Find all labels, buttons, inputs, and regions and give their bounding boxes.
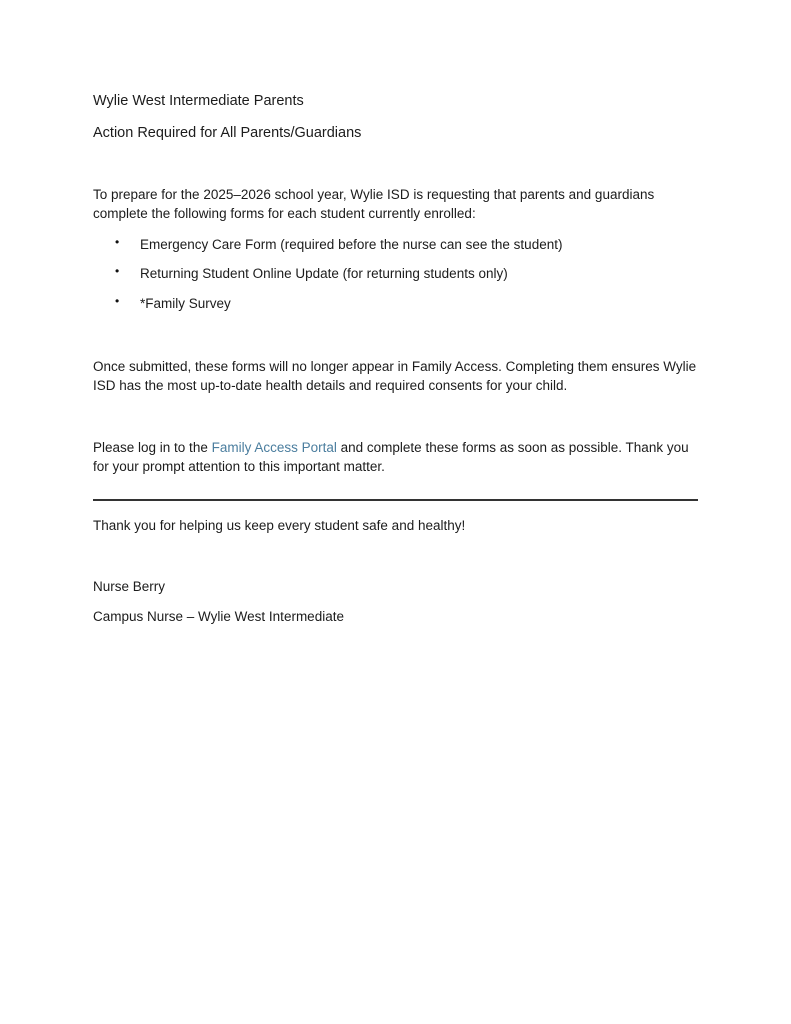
form-label: Returning Student Online Update (for returning students only): [140, 266, 508, 281]
login-note-after: and complete these forms as soon as possible. Thank you for your prompt attention to this important matter.: [93, 440, 689, 474]
form-label: *Family Survey: [140, 296, 231, 311]
intro-paragraph: To prepare for the 2025–2026 school year, Wylie ISD is requesting that parents and guardians complete the following forms for each student currently enrolled:: [93, 187, 655, 221]
family-access-portal-link[interactable]: Family Access Portal: [211, 440, 337, 455]
horizontal-divider: [93, 499, 698, 501]
signature-name: Nurse Berry: [93, 579, 166, 594]
form-label: Emergency Care Form (required before the nurse can see the student): [140, 237, 563, 252]
login-note-before: Please log in to the: [93, 440, 212, 455]
bullet-icon: •: [115, 264, 120, 278]
submitted-note-paragraph: Once submitted, these forms will no longer appear in Family Access. Completing them ensures Wylie ISD has the most up-to-date health details and required consents for your child.: [93, 359, 697, 393]
signature-title: Campus Nurse – Wylie West Intermediate: [93, 609, 344, 624]
login-note-paragraph: [93, 438, 699, 476]
closing-thanks: Thank you for helping us keep every student safe and healthy!: [93, 518, 466, 533]
bullet-icon: •: [115, 294, 120, 308]
bullet-icon: •: [115, 235, 120, 249]
document-subtitle: Action Required for All Parents/Guardians: [93, 125, 362, 141]
document-title: Wylie West Intermediate Parents: [93, 93, 304, 109]
